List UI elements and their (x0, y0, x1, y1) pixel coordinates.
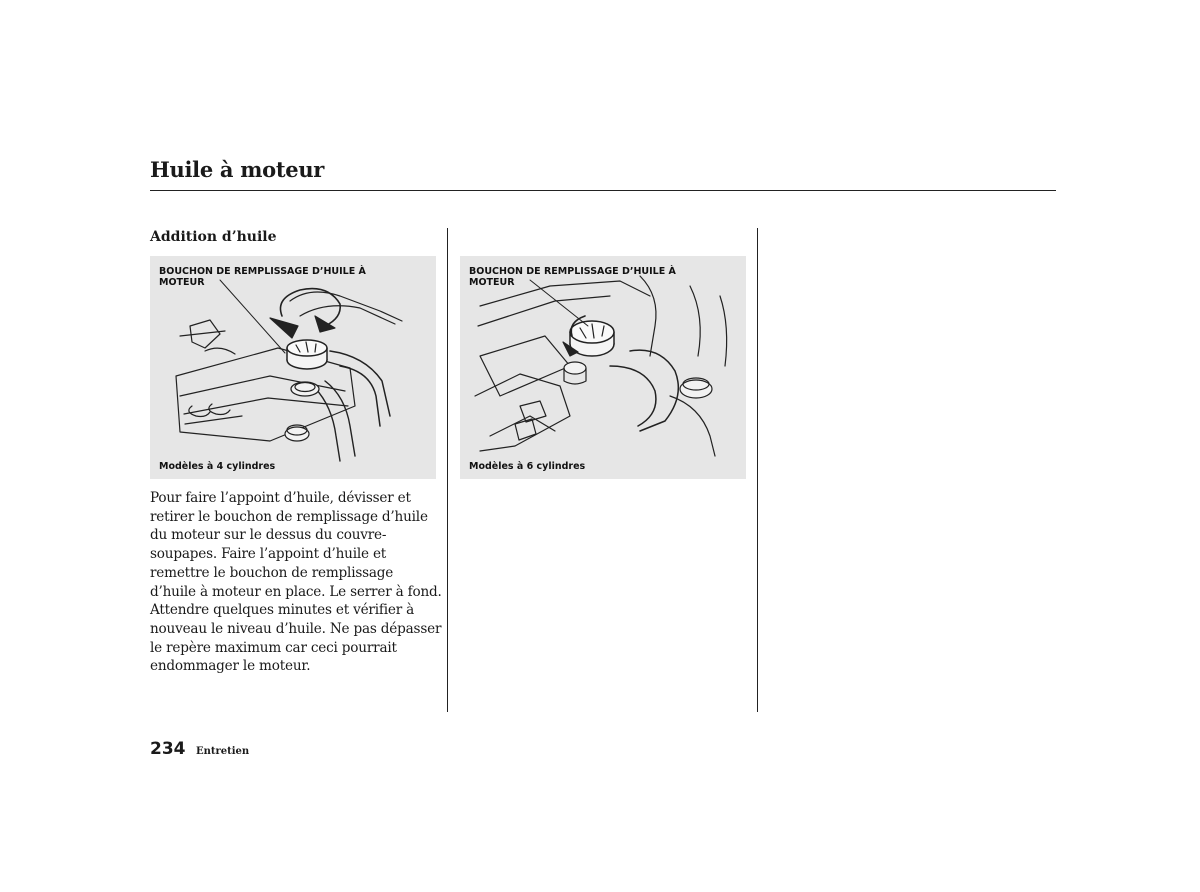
figure-4-cylinder (150, 256, 436, 479)
column-divider-2 (757, 228, 758, 712)
engine-4-cylinder-illustration (150, 256, 436, 479)
title-divider (150, 190, 1056, 191)
body-paragraph: Pour faire l’appoint d’huile, dévisser et retirer le bouchon de remplissage d’huile du moteur sur le dessus du couvre-soupapes. Faire l’appoint d’huile et remettre le bouchon de remplissage d’huile à moteur en place. Le serrer à fond. Attendre quelques minutes et vérifier à nouveau le niveau d’huile. Ne pas dépasser le repère maximum car ceci pourrait endommager le moteur. (150, 490, 442, 675)
engine-6-cylinder-illustration (460, 256, 746, 479)
page-title: Huile à moteur (150, 157, 325, 182)
column-divider-1 (447, 228, 448, 712)
section-heading: Addition d’huile (150, 229, 277, 245)
page-number: 234 (150, 739, 186, 759)
figure-caption: Modèles à 4 cylindres (159, 461, 276, 472)
footer-section-name: Entretien (196, 746, 250, 757)
figure-label: BOUCHON DE REMPLISSAGE D’HUILE À MOTEUR (469, 266, 676, 288)
figure-caption: Modèles à 6 cylindres (469, 461, 586, 472)
figure-label: BOUCHON DE REMPLISSAGE D’HUILE À MOTEUR (159, 266, 366, 288)
figure-6-cylinder (460, 256, 746, 479)
